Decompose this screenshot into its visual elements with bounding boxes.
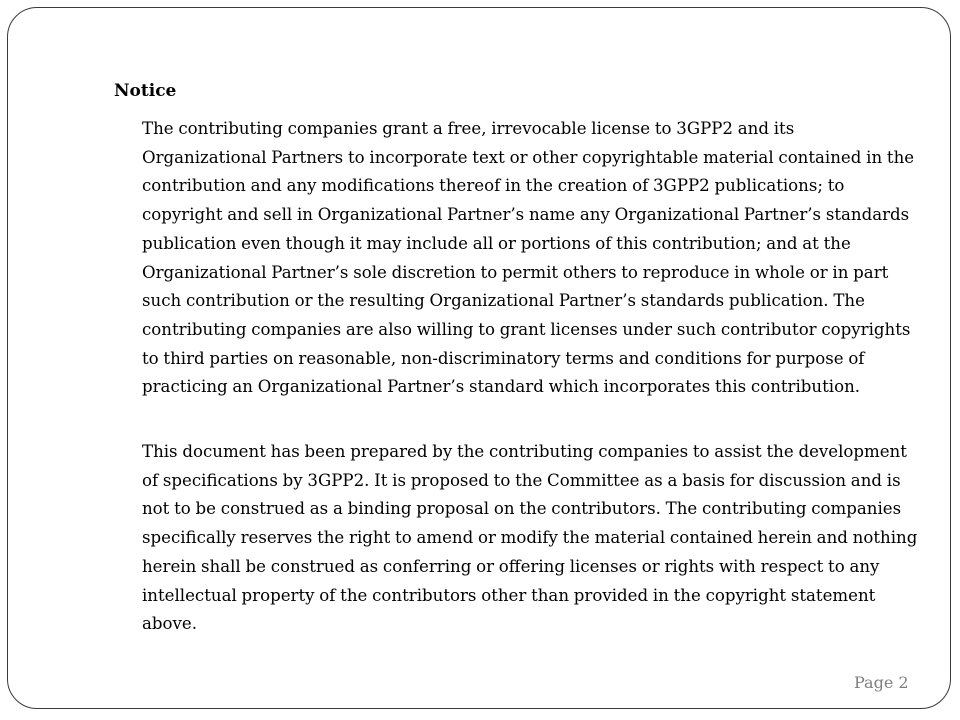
notice-title: Notice bbox=[114, 81, 177, 101]
page-number: Page 2 bbox=[854, 673, 909, 692]
license-paragraph: The contributing companies grant a free, irrevocable license to 3GPP2 and its Organizational Partners to incorporate text or other copyrightable material contained in the contribution and any modifications thereof in the creation of 3GPP2 publications; to copyright and sell in Organizational Partner’s name any Organizational Partner’s standards publication even though it may include all or portions of this contribution; and at the Organizational Partner’s sole discretion to permit others to reproduce in whole or in part such contribution or the resulting Organizational Partner’s standards publication. The contributing companies are also willing to grant licenses under such contributor copyrights to third parties on reasonable, non-discriminatory terms and conditions for purpose of practicing an Organizational Partner’s standard which incorporates this contribution. bbox=[142, 119, 915, 397]
slide-frame bbox=[7, 7, 951, 709]
disclaimer-paragraph: This document has been prepared by the contributing companies to assist the development of specifications by 3GPP2. It is proposed to the Committee as a basis for discussion and is not to be construed as a binding proposal on the contributors. The contributing companies specifically reserves the right to amend or modify the material contained herein and nothing herein shall be construed as conferring or offering licenses or rights with respect to any intellectual property of the contributors other than provided in the copyright statement above. bbox=[142, 442, 918, 634]
